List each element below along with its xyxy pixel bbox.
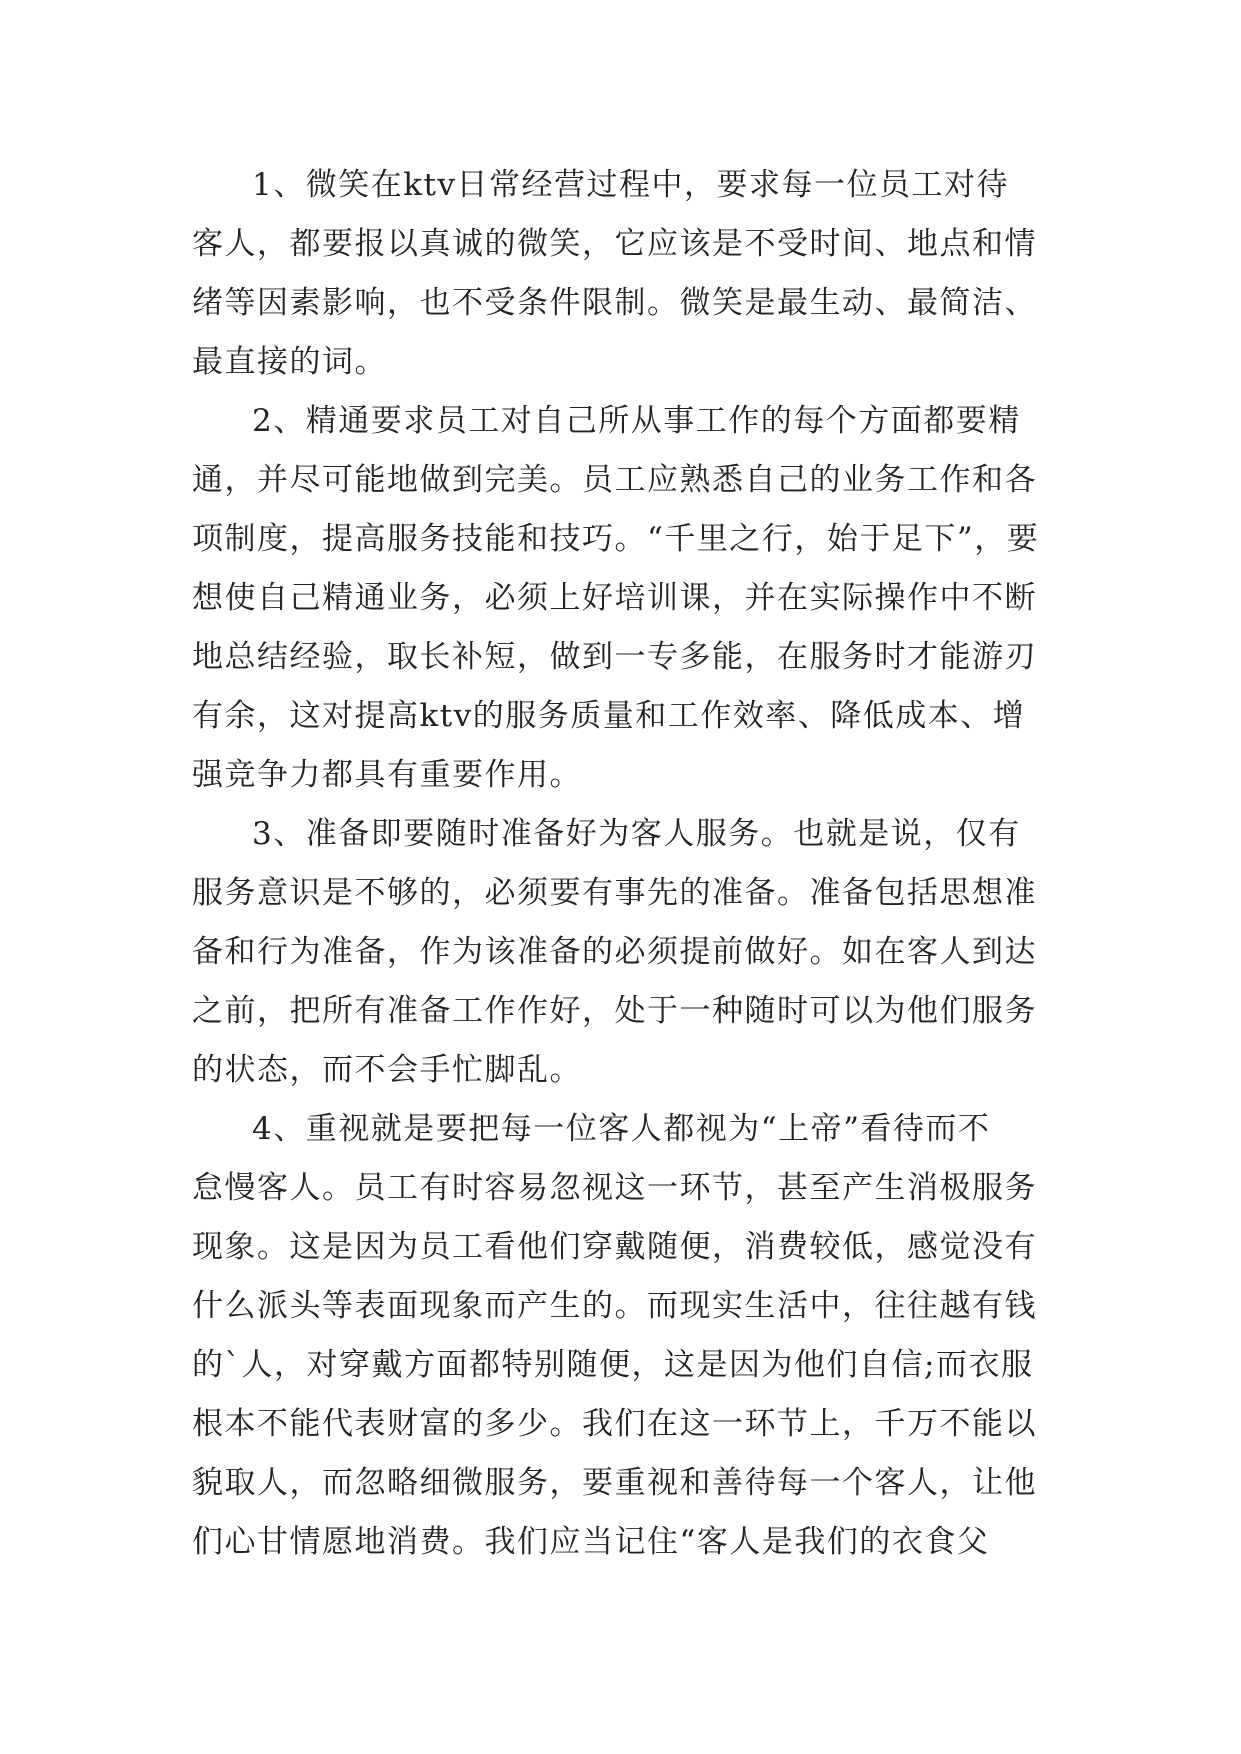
text-line: 3、准备即要随时准备好为客人服务。也就是说，仅有 [252,816,1021,852]
text-line: 客人，都要报以真诚的微笑，它应该是不受时间、地点和情 [192,226,1037,262]
text-line: 什么派头等表面现象而产生的。而现实生活中，往往越有钱 [192,1288,1037,1324]
paragraph-3 [192,805,1072,1100]
text-line: 的`人，对穿戴方面都特别随便，这是因为他们自信;而衣服 [192,1347,1034,1383]
paragraph-4 [192,1100,1072,1572]
text-line: 最直接的词。 [192,344,387,380]
text-line: 有余，这对提高ktv的服务质量和工作效率、降低成本、增 [192,698,1026,734]
text-line: 服务意识是不够的，必须要有事先的准备。准备包括思想准 [192,875,1037,911]
paragraph-1 [192,156,1072,392]
text-line: 们心甘情愿地消费。我们应当记住“客人是我们的衣食父 [192,1524,990,1560]
text-line: 4、重视就是要把每一位客人都视为“上帝”看待而不 [252,1111,991,1147]
text-line: 的状态，而不会手忙脚乱。 [192,1052,582,1088]
text-line: 地总结经验，取长补短，做到一专多能，在服务时才能游刃 [192,639,1037,675]
text-line: 项制度，提高服务技能和技巧。“千里之行，始于足下”，要 [192,521,1040,557]
text-line: 貌取人，而忽略细微服务，要重视和善待每一个客人，让他 [192,1465,1037,1501]
text-line: 备和行为准备，作为该准备的必须提前做好。如在客人到达 [192,934,1037,970]
text-line: 怠慢客人。员工有时容易忽视这一环节，甚至产生消极服务 [192,1170,1037,1206]
text-line: 根本不能代表财富的多少。我们在这一环节上，千万不能以 [192,1406,1037,1442]
text-line: 强竞争力都具有重要作用。 [192,757,582,793]
text-line: 想使自己精通业务，必须上好培训课，并在实际操作中不断 [192,580,1037,616]
document-body [192,156,1072,1572]
text-line: 之前，把所有准备工作作好，处于一种随时可以为他们服务 [192,993,1037,1029]
text-line: 2、精通要求员工对自己所从事工作的每个方面都要精 [252,403,1021,439]
text-line: 现象。这是因为员工看他们穿戴随便，消费较低，感觉没有 [192,1229,1037,1265]
text-line: 通，并尽可能地做到完美。员工应熟悉自己的业务工作和各 [192,462,1037,498]
text-line: 1、微笑在ktv日常经营过程中，要求每一位员工对待 [252,167,1009,203]
paragraph-2 [192,392,1072,805]
text-line: 绪等因素影响，也不受条件限制。微笑是最生动、最简洁、 [192,285,1037,321]
